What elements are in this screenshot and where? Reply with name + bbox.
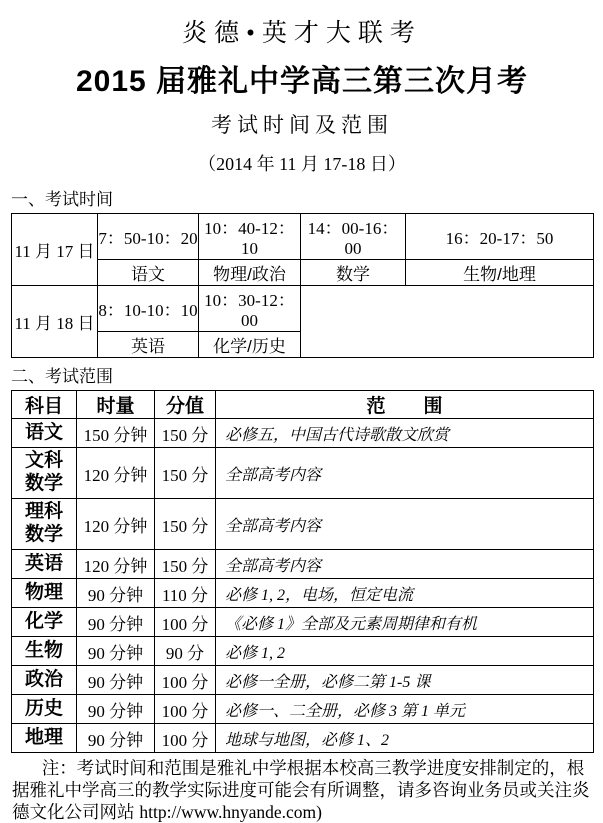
scope-score-cell: 150 分 <box>155 499 216 550</box>
scope-score-cell: 100 分 <box>155 724 216 753</box>
scope-duration-cell: 150 分钟 <box>77 419 155 448</box>
scope-range-cell: 必修五，中国古代诗歌散文欣赏 <box>216 419 594 448</box>
scope-range-cell: 必修一、二全册，必修 3 第 1 单元 <box>216 695 594 724</box>
scope-row-science-math <box>12 499 594 550</box>
scope-subject-cell: 英语 <box>12 550 77 579</box>
brand-title: 炎德•英才大联考 <box>182 20 422 47</box>
scope-subject-cell: 语文 <box>12 419 77 448</box>
scope-duration-cell: 90 分钟 <box>77 724 155 753</box>
schedule-subject-cell: 数学 <box>301 260 406 286</box>
scope-row-biology <box>12 637 594 666</box>
scope-subject-cell: 地理 <box>12 724 77 753</box>
footnote-text: 注：考试时间和范围是雅礼中学根据本校高三教学进度安排制定的，根据雅礼中学高三的教学实际进度可能会有所调整，请多咨询业务员或关注炎德文化公司网站 <box>12 758 590 822</box>
scope-range-cell: 地球与地图，必修 1、2 <box>216 724 594 753</box>
scope-range-cell: 全部高考内容 <box>216 499 594 550</box>
section-heading-exam-scope: 二、考试范围 <box>11 367 113 386</box>
schedule-time-cell: 10：30-12：00 <box>199 286 301 332</box>
schedule-row-day1-times <box>12 214 594 260</box>
scope-header-score: 分值 <box>155 391 216 419</box>
scope-subject-cell: 历史 <box>12 695 77 724</box>
scope-range-cell: 全部高考内容 <box>216 550 594 579</box>
exam-subtitle: 考试时间及范围 <box>211 113 393 137</box>
scope-header-duration: 时量 <box>77 391 155 419</box>
scope-range-cell: 必修 1, 2 <box>216 637 594 666</box>
scope-header-subject: 科目 <box>12 391 77 419</box>
schedule-subject-cell: 英语 <box>98 332 199 358</box>
scope-duration-cell: 120 分钟 <box>77 448 155 499</box>
scope-score-cell: 90 分 <box>155 637 216 666</box>
scope-score-cell: 100 分 <box>155 608 216 637</box>
scope-score-cell: 100 分 <box>155 695 216 724</box>
schedule-time-cell: 7：50-10：20 <box>98 214 199 260</box>
scope-row-history <box>12 695 594 724</box>
schedule-subject-cell: 生物/地理 <box>406 260 594 286</box>
scope-row-geography <box>12 724 594 753</box>
scope-row-liberal-arts-math <box>12 448 594 499</box>
schedule-row-day1-subjects <box>12 260 594 286</box>
schedule-subject-cell: 物理/政治 <box>199 260 301 286</box>
schedule-empty-cell <box>301 286 594 358</box>
scope-duration-cell: 90 分钟 <box>77 579 155 608</box>
scope-header-range: 范 围 <box>216 391 594 419</box>
scope-row-english <box>12 550 594 579</box>
scope-duration-cell: 90 分钟 <box>77 666 155 695</box>
exam-date-range: （2014 年 11 月 17-18 日） <box>198 154 406 174</box>
scope-row-physics <box>12 579 594 608</box>
exam-scope-table <box>11 390 594 753</box>
scope-duration-cell: 120 分钟 <box>77 550 155 579</box>
scope-duration-cell: 90 分钟 <box>77 608 155 637</box>
scope-duration-cell: 120 分钟 <box>77 499 155 550</box>
schedule-time-cell: 8：10-10：10 <box>98 286 199 332</box>
schedule-subject-cell: 化学/历史 <box>199 332 301 358</box>
schedule-date-day1: 11 月 17 日 <box>12 214 98 286</box>
scope-score-cell: 150 分 <box>155 419 216 448</box>
scope-row-chinese <box>12 419 594 448</box>
scope-score-cell: 150 分 <box>155 448 216 499</box>
scope-range-cell: 全部高考内容 <box>216 448 594 499</box>
schedule-time-cell: 16：20-17：50 <box>406 214 594 260</box>
scope-score-cell: 150 分 <box>155 550 216 579</box>
footnote-url: http://www.hnyande.com) <box>139 802 322 822</box>
schedule-time-cell: 10：40-12：10 <box>199 214 301 260</box>
scope-row-politics <box>12 666 594 695</box>
schedule-row-day2-times <box>12 286 594 332</box>
scope-subject-cell: 文科数学 <box>12 448 77 499</box>
exam-schedule-table <box>11 213 594 358</box>
scope-range-cell: 《必修 1》全部及元素周期律和有机 <box>216 608 594 637</box>
scope-subject-cell: 政治 <box>12 666 77 695</box>
schedule-time-cell: 14：00-16：00 <box>301 214 406 260</box>
scope-duration-cell: 90 分钟 <box>77 637 155 666</box>
scope-score-cell: 100 分 <box>155 666 216 695</box>
scope-subject-cell: 化学 <box>12 608 77 637</box>
schedule-subject-cell: 语文 <box>98 260 199 286</box>
scope-range-cell: 必修一全册，必修二第 1-5 课 <box>216 666 594 695</box>
scope-row-chemistry <box>12 608 594 637</box>
schedule-date-day2: 11 月 18 日 <box>12 286 98 358</box>
scope-subject-cell: 物理 <box>12 579 77 608</box>
scope-subject-cell: 生物 <box>12 637 77 666</box>
exam-main-title: 2015 届雅礼中学高三第三次月考 <box>75 65 529 98</box>
footnote <box>11 757 593 823</box>
scope-subject-cell: 理科数学 <box>12 499 77 550</box>
scope-duration-cell: 90 分钟 <box>77 695 155 724</box>
section-heading-exam-time: 一、考试时间 <box>11 190 113 209</box>
scope-range-cell: 必修 1, 2，电场，恒定电流 <box>216 579 594 608</box>
scope-header-row <box>12 391 594 419</box>
scope-score-cell: 110 分 <box>155 579 216 608</box>
